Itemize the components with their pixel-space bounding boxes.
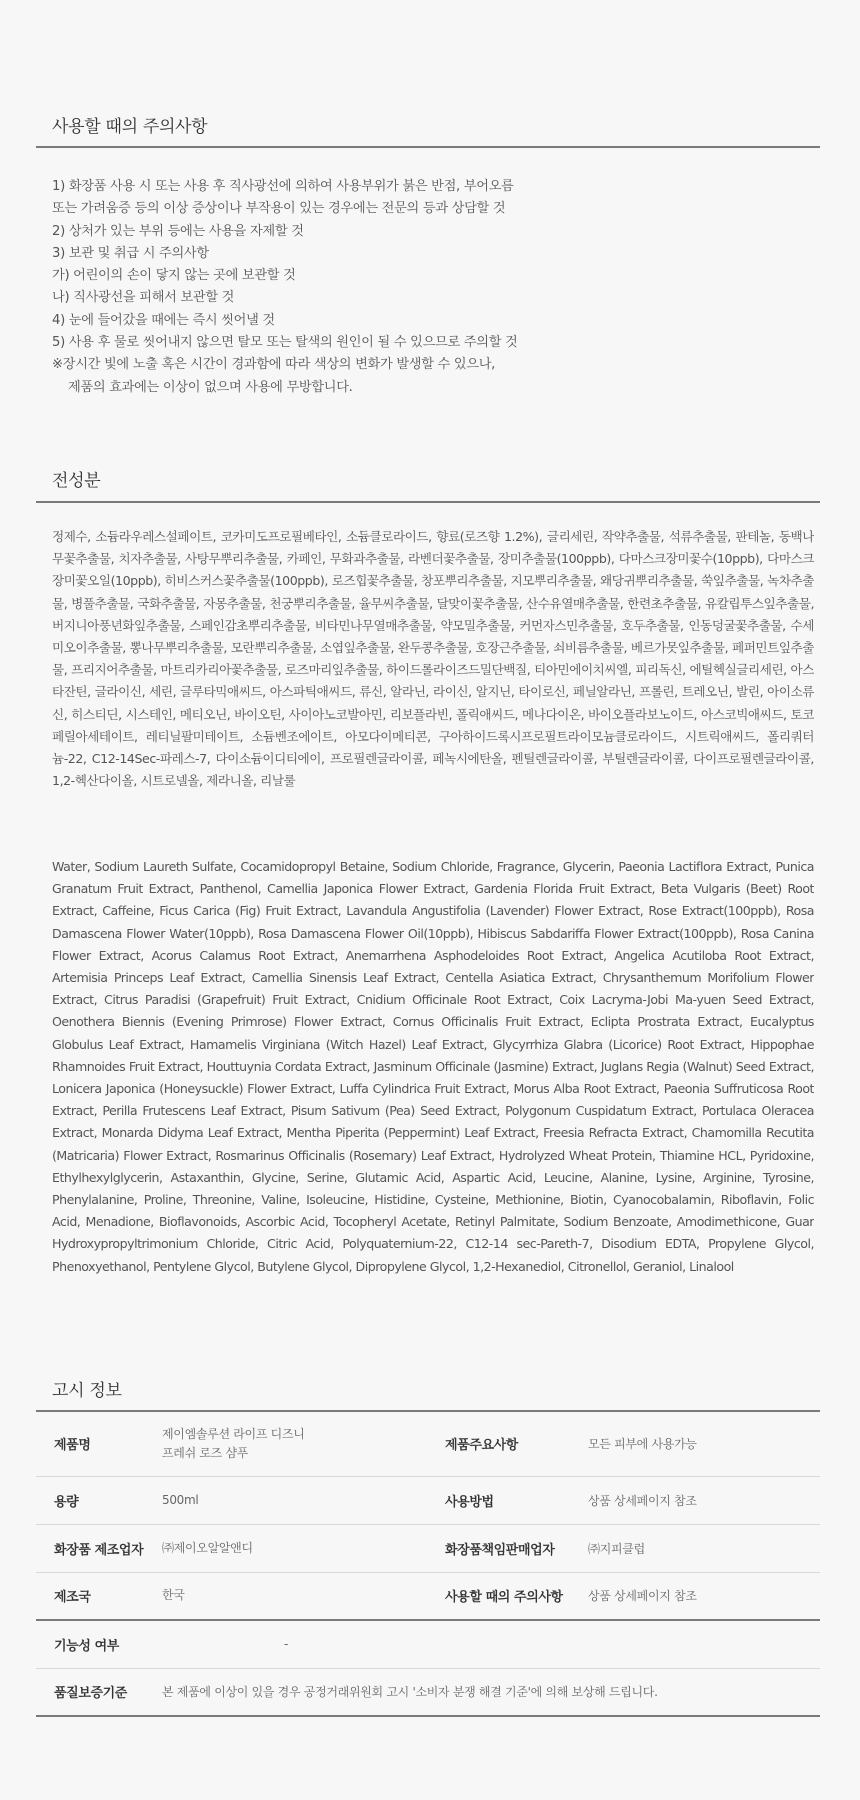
notice-label: 제품주요사항	[427, 1412, 570, 1476]
caution-section-title: 사용할 때의 주의사항	[52, 117, 208, 137]
caution-line: 5) 사용 후 물로 씻어내지 않으면 탈모 또는 탈색의 원인이 될 수 있으므로 주의할 것	[52, 335, 518, 351]
ingredients-english: Water, Sodium Laureth Sulfate, Cocamidopropyl Betaine, Sodium Chloride, Fragrance, Glycerin, Paeonia Lactiflora Extract, Punica Granatum Fruit Extract, Panthenol, Camellia Japonica Flower Extract, Gardenia Florida Fruit Extract, Beta Vulgaris (Beet) Root Extract, Caffeine, Ficus Carica (Fig) Fruit Extract, Lavandula Angustifolia (Lavender) Flower Extract, Rose Extract(100ppb), Rosa Damascena Flower Water(10ppb), Rosa Damascena Flower Oil(10ppb), Hibiscus Sabdariffa Flower Extract(100ppb), Rosa Canina Flower Extract, Acorus Calamus Root Extract, Anemarrhena Asphodeloides Root Extract, Angelica Acutiloba Root Extract, Artemisia Princeps Leaf Extract, Camellia Sinensis Leaf Extract, Centella Asiatica Extract, Chrysanthemum Morifolium Flower Extract, Citrus Paradisi (Grapefruit) Fruit Extract, Cnidium Officinale Root Extract, Coix Lacryma-Jobi Ma-yuen Seed Extract, Oenothera Biennis (Evening Primrose) Flower Extract, Cornus Officinalis Fruit Extract, Eclipta Prostrata Extract, Eucalyptus Globulus Leaf Extract, Hamamelis Virginiana (Witch Hazel) Leaf Extract, Glycyrrhiza Glabra (Licorice) Root Extract, Hippophae Rhamnoides Fruit Extract, Houttuynia Cordata Extract, Jasminum Officinale (Jasmine) Extract, Juglans Regia (Walnut) Seed Extract, Lonicera Japonica (Honeysuckle) Flower Extract, Luffa Cylindrica Fruit Extract, Morus Alba Root Extract, Paeonia Suffruticosa Root Extract, Perilla Frutescens Leaf Extract, Pisum Sativum (Pea) Seed Extract, Polygonum Cuspidatum Extract, Portulaca Oleracea Extract, Monarda Didyma Leaf Extract, Mentha Piperita (Peppermint) Leaf Extract, Freesia Refracta Extract, Chamomilla Recutita (Matricaria) Flower Extract, Rosmarinus Officinalis (Rosemary) Leaf Extract, Hydrolyzed Wheat Protein, Thiamine HCL, Pyridoxine, Ethylhexylglycerin, Astaxanthin, Glycine, Serine, Glutamic Acid, Aspartic Acid, Leucine, Alanine, Lysine, Arginine, Tyrosine, Phenylalanine, Proline, Threonine, Valine, Isoleucine, Histidine, Cysteine, Methionine, Biotin, Cyanocobalamin, Riboflavin, Folic Acid, Menadione, Bioflavonoids, Ascorbic Acid, Tocopheryl Acetate, Retinyl Palmitate, Sodium Benzoate, Amodimethicone, Guar Hydroxypropyltrimonium Chloride, Citric Acid, Polyquaternium-22, C12-14 sec-Pareth-7, Disodium EDTA, Propylene Glycol, Phenoxyethanol, Pentylene Glycol, Butylene Glycol, Dipropylene Glycol, 1,2-Hexanediol, Citronellol, Geraniol, Linalool	[52, 859, 814, 1274]
notice-value	[144, 1572, 427, 1620]
notice-label: 사용할 때의 주의사항	[427, 1572, 570, 1620]
caution-line: ※장시간 빛에 노출 혹은 시간이 경과함에 따라 색상의 변화가 발생할 수 있으나,	[52, 357, 496, 373]
table-row	[36, 1572, 820, 1620]
notice-label: 용량	[36, 1476, 144, 1524]
notice-value	[144, 1524, 427, 1572]
table-row	[36, 1668, 820, 1716]
notice-label: 품질보증기준	[36, 1668, 144, 1716]
notice-value-line: 500ml	[162, 1492, 199, 1507]
notice-value-line: 제이엠솔루션 라이프 디즈니	[162, 1426, 305, 1441]
caution-line: 4) 눈에 들어갔을 때에는 즉시 씻어낼 것	[52, 312, 275, 328]
notice-label: 화장품 제조업자	[36, 1524, 144, 1572]
notice-label: 화장품책임판매업자	[427, 1524, 570, 1572]
caution-line: 1) 화장품 사용 시 또는 사용 후 직사광선에 의하여 사용부위가 붉은 반점, 부어오름	[52, 179, 514, 194]
notice-value	[144, 1412, 427, 1476]
table-row	[36, 1476, 820, 1524]
ingredients-korean: 정제수, 소듐라우레스설페이트, 코카미도프로필베타인, 소듐클로라이드, 향료(로즈향 1.2%), 글리세린, 작약추출물, 석류추출물, 판테놀, 동백나무꽃추출물, 치자추출물, 사탕무뿌리추출물, 카페인, 무화과추출물, 라벤더꽃추출물, 장미추출물(100ppb), 다마스크장미꽃수(10ppb), 다마스크장미꽃오일(10ppb), 히비스커스꽃추출물(100ppb), 로즈힙꽃추출물, 창포뿌리추출물, 지모뿌리추출물, 왜당귀뿌리추출물, 쑥잎추출물, 녹차추출물, 병풀추출물, 국화추출물, 자몽추출물, 천궁뿌리추출물, 율무씨추출물, 달맞이꽃추출물, 산수유열매추출물, 한련초추출물, 유칼립투스잎추출물, 버지니아풍년화잎추출물, 스페인감초뿌리추출물, 비타민나무열매추출물, 약모밀추출물, 커먼자스민추출물, 호두추출물, 인동덩굴꽃추출물, 수세미오이추출물, 뽕나무뿌리추출물, 모란뿌리추출물, 소엽잎추출물, 완두콩추출물, 호장근추출물, 쇠비름추출물, 베르가못잎추출물, 페퍼민트잎추출물, 프리지어추출물, 마트리카리아꽃추출물, 로즈마리잎추출물, 하이드롤라이즈드밀단백질, 티아민에이치씨엘, 피리독신, 에틸헥실글리세린, 아스타잔틴, 글라이신, 세린, 글루타믹애씨드, 아스파틱애씨드, 류신, 알라닌, 라이신, 알지닌, 타이로신, 페닐알라닌, 프롤린, 트레오닌, 발린, 아이소류신, 히스티딘, 시스테인, 메티오닌, 바이오틴, 사이아노코발아민, 리보플라빈, 폴릭애씨드, 메나다이온, 바이오플라보노이드, 아스코빅애씨드, 토코페릴아세테이트, 레티닐팔미테이트, 소듐벤조에이트, 아모다이메티콘, 구아하이드록시프로필트라이모늄클로라이드, 시트릭애씨드, 폴리쿼터늄-22, C12-14Sec-파레스-7, 다이소듐이디티에이, 프로필렌글라이콜, 페녹시에탄올, 펜틸렌글라이콜, 부틸렌글라이콜, 다이프로필렌글라이콜, 1,2-헥산다이올, 시트로넬올, 제라니올, 리날룰	[52, 529, 814, 789]
caution-line: 제품의 효과에는 이상이 없으며 사용에 무방합니다.	[68, 379, 353, 395]
notice-value: -	[144, 1620, 820, 1668]
notice-value-line: 프레쉬 로즈 샴푸	[162, 1445, 249, 1460]
notice-value-line: 한국	[162, 1588, 185, 1603]
table-row	[36, 1524, 820, 1572]
notice-value-line: ㈜제이오알알앤디	[162, 1540, 253, 1555]
table-row	[36, 1412, 820, 1476]
table-row	[36, 1620, 820, 1668]
notice-value: 본 제품에 이상이 있을 경우 공정거래위원회 고시 '소비자 분쟁 해결 기준'에 의해 보상해 드립니다.	[144, 1668, 820, 1716]
notice-section-title: 고시 정보	[52, 1381, 122, 1401]
notice-value: 상품 상세페이지 참조	[570, 1572, 820, 1620]
notice-label: 사용방법	[427, 1476, 570, 1524]
ingredients-section-title: 전성분	[52, 471, 101, 491]
notice-value: ㈜지피클럽	[570, 1524, 820, 1572]
notice-label: 제조국	[36, 1572, 144, 1620]
notice-label: 제품명	[36, 1412, 144, 1476]
caution-divider	[36, 146, 820, 148]
notice-table	[36, 1412, 820, 1717]
caution-line: 3) 보관 및 취급 시 주의사항	[52, 245, 209, 261]
caution-line: 가) 어린이의 손이 닿지 않는 곳에 보관할 것	[52, 268, 296, 284]
notice-value: 모든 피부에 사용가능	[570, 1412, 820, 1476]
notice-label: 기능성 여부	[36, 1620, 144, 1668]
ingredients-divider	[36, 501, 820, 503]
notice-value	[144, 1476, 427, 1524]
caution-line: 또는 가려움증 등의 이상 증상이나 부작용이 있는 경우에는 전문의 등과 상담할 것	[52, 201, 506, 217]
notice-value: 상품 상세페이지 참조	[570, 1476, 820, 1524]
caution-list	[52, 176, 812, 399]
caution-line: 나) 직사광선을 피해서 보관할 것	[52, 290, 235, 306]
caution-line: 2) 상처가 있는 부위 등에는 사용을 자제할 것	[52, 223, 304, 239]
